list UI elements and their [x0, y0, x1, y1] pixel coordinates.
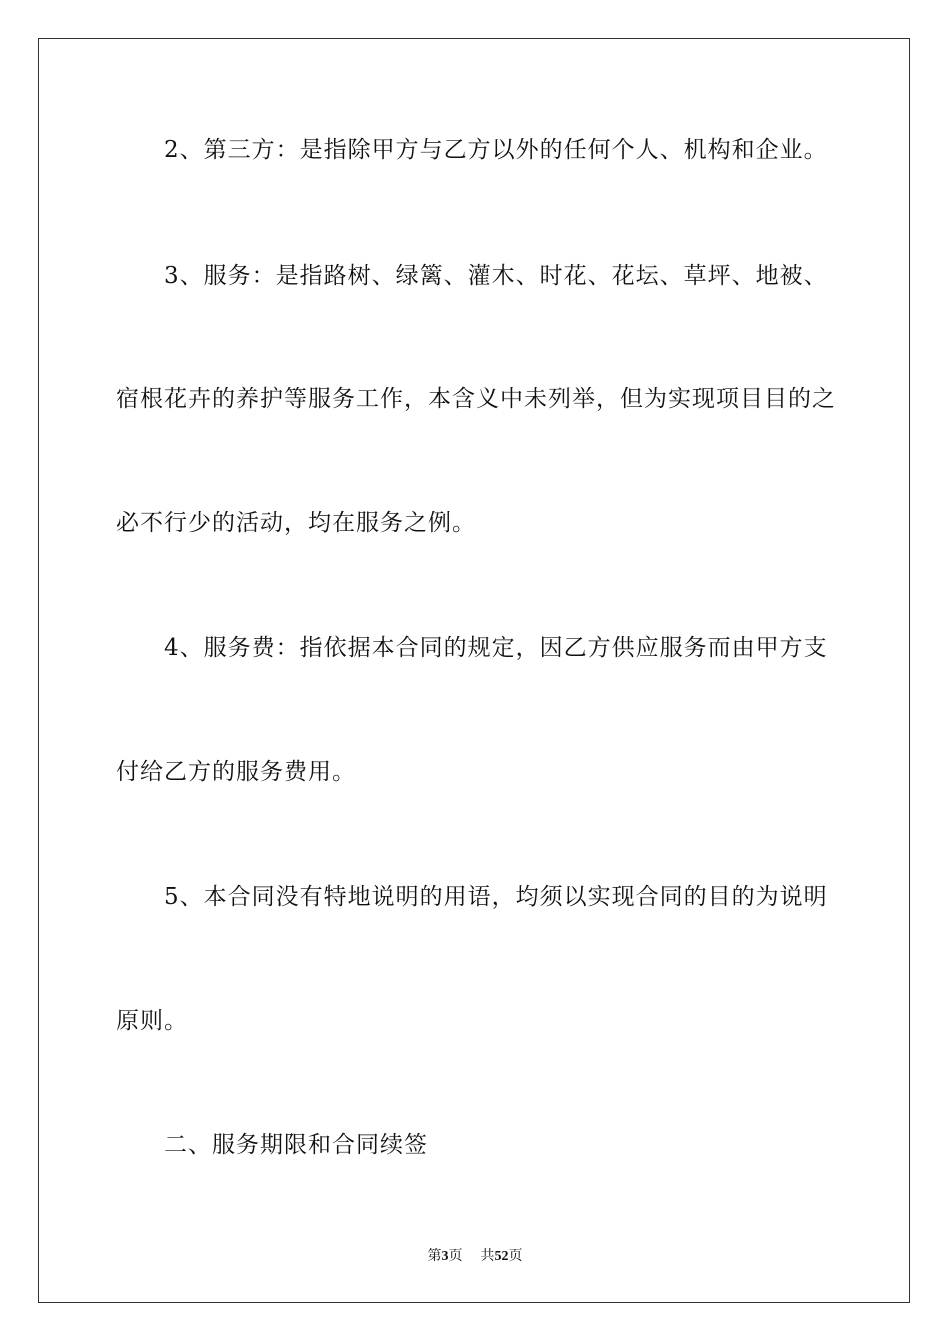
paragraph-5-line-1: 5、本合同没有特地说明的用语，均须以实现合同的目的为说明 [164, 884, 828, 910]
section-heading: 二、服务期限和合同续签 [164, 1132, 428, 1158]
paragraph-5-line-2: 原则。 [116, 1008, 188, 1034]
page-footer [0, 1248, 950, 1266]
footer-page-suffix: 页 [448, 1249, 463, 1264]
paragraph-2-line-1: 2、第三方：是指除甲方与乙方以外的任何个人、机构和企业。 [164, 137, 828, 163]
footer-total-suffix: 页 [508, 1249, 523, 1264]
footer-page-prefix: 第 [427, 1249, 442, 1264]
footer-total-pages: 52 [494, 1249, 509, 1264]
paragraph-3-line-2: 宿根花卉的养护等服务工作，本含义中未列举，但为实现项目目的之 [116, 386, 836, 412]
footer-total-prefix: 共 [480, 1249, 495, 1264]
page-border [38, 38, 910, 1303]
paragraph-4-line-2: 付给乙方的服务费用。 [116, 759, 356, 785]
footer-page-number: 3 [441, 1249, 449, 1264]
paragraph-4-line-1: 4、服务费：指依据本合同的规定，因乙方供应服务而由甲方支 [164, 635, 828, 661]
paragraph-3-line-3: 必不行少的活动，均在服务之例。 [116, 510, 476, 536]
paragraph-3-line-1: 3、服务：是指路树、绿篱、灌木、时花、花坛、草坪、地被、 [164, 263, 828, 289]
